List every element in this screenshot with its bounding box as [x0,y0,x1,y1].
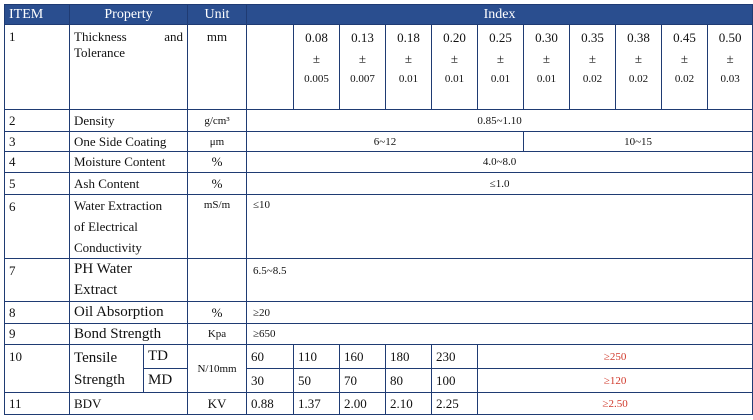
tensile-remaining-value: ≥250 [478,345,753,369]
plus-minus: ± [450,51,459,66]
thickness-value: 0.25 [489,30,512,45]
bdv-remaining-value: ≥2.50 [478,393,753,415]
plus-minus: ± [634,51,643,66]
plus-minus: ± [404,51,413,66]
thickness-value: 0.38 [627,30,650,45]
unit-cell [188,259,247,302]
thickness-value-cell [570,25,616,110]
item-number: 5 [5,173,70,195]
property-text: Tolerance [74,45,126,60]
property-cell [70,345,144,393]
thickness-value: 0.45 [673,30,696,45]
property-text: and [164,29,183,44]
plus-minus: ± [312,51,321,66]
thickness-value-cell [616,25,662,110]
tensile-value: 50 [294,369,340,393]
table-row [5,25,753,110]
table-row [5,132,753,152]
table-row [5,393,753,415]
tolerance-value: 0.01 [444,73,465,85]
thickness-value: 0.20 [443,30,466,45]
bdv-value: 2.10 [386,393,432,415]
tensile-value: 60 [247,345,294,369]
tolerance-value: 0.01 [398,73,419,85]
property-text: Density [70,110,188,132]
header-item: ITEM [5,5,70,25]
thickness-value: 0.08 [305,30,328,45]
tensile-value: 70 [340,369,386,393]
tolerance-value: 0.005 [304,73,329,85]
tensile-value: 160 [340,345,386,369]
spec-table-wrapper [4,4,753,415]
item-number: 9 [5,324,70,345]
table-row [5,110,753,132]
thickness-value-cell [662,25,708,110]
plus-minus: ± [726,51,734,66]
unit-cell: % [188,152,247,173]
thickness-value-cell [708,25,753,110]
tolerance-value: 0.01 [536,73,557,85]
bdv-value: 2.25 [432,393,478,415]
header-index: Index [247,5,753,25]
property-text: Ash Content [70,173,188,195]
thickness-value: 0.30 [535,30,558,45]
bdv-value: 2.00 [340,393,386,415]
index-value: 6.5~8.5 [247,259,753,302]
plus-minus: ± [588,51,597,66]
index-value: ≤1.0 [247,173,753,195]
item-number: 4 [5,152,70,173]
table-row [5,195,753,259]
property-text: Conductivity [74,240,142,255]
header-row [5,5,753,25]
plus-minus: ± [358,51,367,66]
bdv-value: 1.37 [294,393,340,415]
index-value: 10~15 [524,132,753,152]
index-value: ≥20 [247,302,753,324]
property-text: Moisture Content [70,152,188,173]
tensile-value: 80 [386,369,432,393]
header-property: Property [70,5,188,25]
index-value: 4.0~8.0 [247,152,753,173]
unit-cell: μm [188,132,247,152]
direction-label: TD [144,345,188,369]
property-text: One Side Coating [70,132,188,152]
index-value: 6~12 [247,132,524,152]
item-number: 3 [5,132,70,152]
property-text: Bond Strength [70,324,188,345]
tensile-value: 230 [432,345,478,369]
property-text: BDV [70,393,188,415]
thickness-value: 0.18 [397,30,420,45]
item-number: 7 [5,259,70,302]
property-text: Tensile [74,349,118,366]
property-text: PH Water [74,261,133,277]
unit-cell: % [188,173,247,195]
thickness-value-cell [432,25,478,110]
tolerance-value: 0.01 [490,73,511,85]
plus-minus: ± [496,51,505,66]
property-text: Thickness [74,29,127,44]
property-text: of Electrical [74,219,138,234]
tolerance-value: 0.02 [674,73,695,85]
plus-minus: ± [680,51,689,66]
item-number: 11 [5,393,70,415]
tensile-value: 30 [247,369,294,393]
thickness-value-cell [340,25,386,110]
thickness-value-cell [294,25,340,110]
unit-cell: mS/m [188,195,247,259]
table-row [5,345,753,369]
property-text: Oil Absorption [70,302,188,324]
property-text: Water Extraction [74,198,163,213]
direction-label: MD [144,369,188,393]
thickness-value: 0.35 [581,30,604,45]
unit-cell: g/cm³ [188,110,247,132]
unit-cell: Kpa [188,324,247,345]
item-number: 6 [5,195,70,259]
item-number: 1 [5,25,70,110]
tolerance-value: 0.02 [628,73,649,85]
property-text: Extract [74,282,118,298]
header-unit: Unit [188,5,247,25]
thickness-value-cell [524,25,570,110]
thickness-value-cell [478,25,524,110]
item-number: 10 [5,345,70,393]
spec-table [4,4,753,415]
table-row [5,152,753,173]
property-cell [70,25,188,110]
table-row [5,173,753,195]
index-value: ≤10 [247,195,753,259]
tolerance-value: 0.007 [350,73,375,85]
unit-cell: mm [188,25,247,110]
tolerance-value: 0.03 [720,73,740,85]
item-number: 2 [5,110,70,132]
item-number: 8 [5,302,70,324]
table-row [5,302,753,324]
table-row [5,259,753,302]
thickness-value: 0.50 [718,30,742,45]
unit-cell: % [188,302,247,324]
thickness-value: 0.13 [351,30,374,45]
unit-cell: N/10mm [188,345,247,393]
thickness-value-cell [386,25,432,110]
property-cell [70,259,188,302]
index-value: ≥650 [247,324,753,345]
property-text: Strength [74,371,125,388]
tensile-value: 180 [386,345,432,369]
tensile-value: 100 [432,369,478,393]
tensile-remaining-value: ≥120 [478,369,753,393]
property-cell [70,195,188,259]
tensile-value: 110 [294,345,340,369]
index-value: 0.85~1.10 [247,110,753,132]
bdv-value: 0.88 [247,393,294,415]
tolerance-value: 0.02 [582,73,603,85]
table-row [5,324,753,345]
plus-minus: ± [542,51,551,66]
unit-cell: KV [188,393,247,415]
thickness-spacer [247,25,294,110]
